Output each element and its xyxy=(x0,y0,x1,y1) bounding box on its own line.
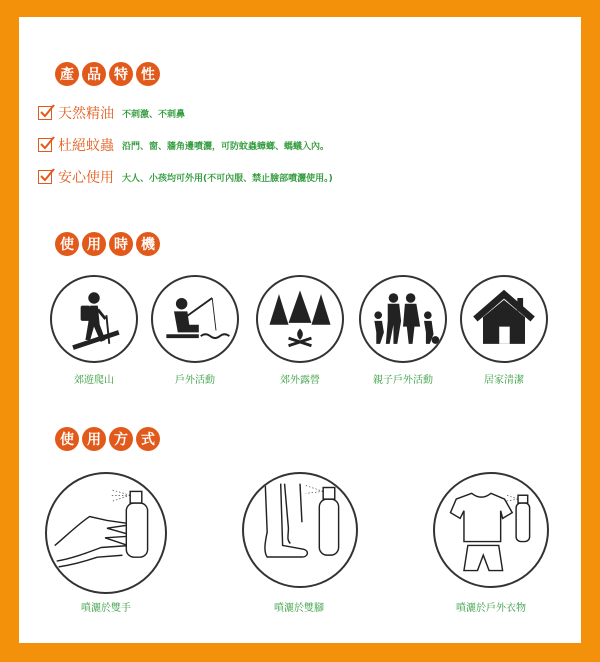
feature-desc: 大人、小孩均可外用(不可內服、禁止臉部噴灑使用。) xyxy=(122,173,333,184)
check-icon xyxy=(38,138,52,152)
usage-title xyxy=(55,427,160,451)
title-char: 用 xyxy=(82,232,106,256)
features-title xyxy=(55,62,160,86)
usage-label: 噴灑於雙手 xyxy=(81,603,131,614)
check-icon xyxy=(38,106,52,120)
title-char: 特 xyxy=(109,62,133,86)
feature-desc: 沿門、窗、牆角邊噴灑，可防蚊蟲蟑螂、螞蟻入內。 xyxy=(122,141,330,152)
title-char: 用 xyxy=(82,427,106,451)
title-char: 使 xyxy=(55,427,79,451)
feature-name: 安心使用 xyxy=(58,170,114,186)
title-char: 產 xyxy=(55,62,79,86)
hiker-icon xyxy=(50,275,138,363)
timing-label: 郊遊爬山 xyxy=(74,375,114,386)
feature-name: 杜絕蚊蟲 xyxy=(58,138,114,154)
title-char: 機 xyxy=(136,232,160,256)
feature-name: 天然精油 xyxy=(58,106,114,122)
title-char: 方 xyxy=(109,427,133,451)
timing-title xyxy=(55,232,160,256)
clothes-spray-icon xyxy=(433,472,549,588)
family-icon xyxy=(359,275,447,363)
title-char: 時 xyxy=(109,232,133,256)
feature-item xyxy=(38,167,333,187)
title-char: 性 xyxy=(136,62,160,86)
timing-label: 親子戶外活動 xyxy=(373,375,433,386)
usage-label: 噴灑於戶外衣物 xyxy=(456,603,526,614)
title-char: 使 xyxy=(55,232,79,256)
feet-spray-icon xyxy=(242,472,358,588)
feature-desc: 不刺激、不刺鼻 xyxy=(122,109,186,120)
feature-item xyxy=(38,103,185,123)
hands-spray-icon xyxy=(45,472,167,594)
timing-label: 戶外活動 xyxy=(175,375,215,386)
fishing-icon xyxy=(151,275,239,363)
title-char: 式 xyxy=(136,427,160,451)
feature-item xyxy=(38,135,329,155)
house-icon xyxy=(460,275,548,363)
check-icon xyxy=(38,170,52,184)
timing-label: 郊外露營 xyxy=(280,375,320,386)
campfire-icon xyxy=(256,275,344,363)
timing-label: 居家清潔 xyxy=(484,375,524,386)
usage-label: 噴灑於雙腳 xyxy=(274,603,324,614)
title-char: 品 xyxy=(82,62,106,86)
